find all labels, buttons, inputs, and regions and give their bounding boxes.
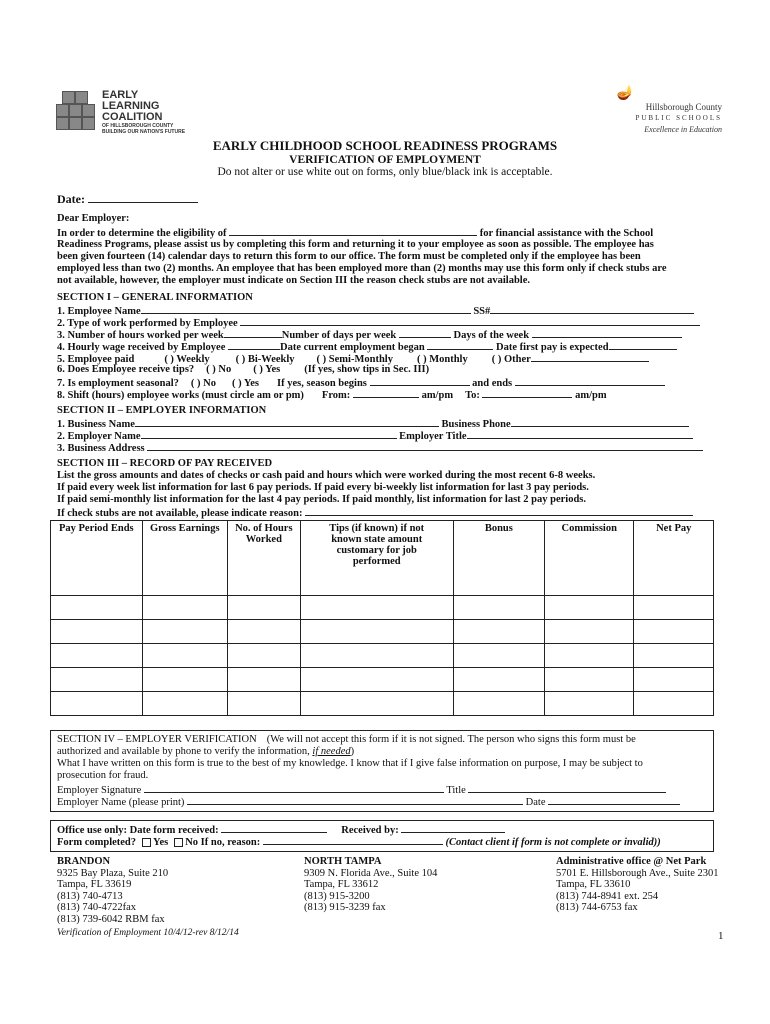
table-row[interactable] xyxy=(51,644,714,668)
shift-row[interactable]: 8. Shift (hours) employee works (must circle am or pm) From: am/pm To: am/pm xyxy=(57,390,607,401)
table-row[interactable] xyxy=(51,596,714,620)
work-type-row[interactable]: 2. Type of work performed by Employee xyxy=(57,316,700,329)
pay-table xyxy=(50,520,714,716)
section4-heading-line: SECTION IV – EMPLOYER VERIFICATION (We will not accept this form if it is not signed. The person who signs this form must be xyxy=(57,734,636,745)
signature-row[interactable]: Employer Signature Title xyxy=(57,783,666,796)
section2-heading: SECTION II – EMPLOYER INFORMATION xyxy=(57,405,267,416)
table-header-row xyxy=(51,521,714,596)
section3-heading: SECTION III – RECORD OF PAY RECEIVED xyxy=(57,458,273,469)
logo-text: LEARNING xyxy=(102,100,160,112)
applicant-name-field[interactable] xyxy=(229,226,477,236)
table-row[interactable] xyxy=(51,668,714,692)
intro-line: been given fourteen (14) calendar days to return this form to our office. The form must be completed only if the employee has been xyxy=(57,251,641,262)
col-header: Gross Earnings xyxy=(142,521,227,596)
intro-line: not available, however, the employer must indicate on Section III the reason check stubs are not available. xyxy=(57,275,530,286)
form-version: Verification of Employment 10/4/12-rev 8/12/14 xyxy=(57,928,239,938)
page-title: EARLY CHILDHOOD SCHOOL READINESS PROGRAMS xyxy=(212,138,558,153)
hours-row[interactable]: 3. Number of hours worked per week Number of days per week Days of the week xyxy=(57,328,682,341)
table-row[interactable] xyxy=(51,692,714,716)
logo-text: BUILDING OUR NATION'S FUTURE xyxy=(102,129,186,135)
business-name-row[interactable]: 1. Business Name Business Phone xyxy=(57,417,689,430)
intro-line: Readiness Programs, please assist us by completing this form and returning it to your employee as soon as possible. The employee has xyxy=(57,239,654,250)
logo-text: OF HILLSBOROUGH COUNTY xyxy=(102,123,174,129)
logo-text: Hillsborough County xyxy=(645,102,722,112)
intro-line: employed less than two (2) months. An employee that has been employed more than (2) months may use this form only if check stubs are xyxy=(57,263,667,274)
date-field[interactable]: Date: xyxy=(57,192,198,207)
col-header: No. of Hours Worked xyxy=(227,521,300,596)
section3-text: If paid every week list information for last 6 pay periods. If paid every bi-weekly list information for last 3 pay periods. xyxy=(57,482,589,493)
office-row-2[interactable]: Form completed? Yes No If no, reason: (Contact client if form is not complete or invalid)) xyxy=(57,837,661,848)
section3-text: If paid semi-monthly list information for the last 4 pay periods. If paid monthly, list information for last 2 pay periods. xyxy=(57,494,587,505)
section1-heading: SECTION I – GENERAL INFORMATION xyxy=(57,292,253,303)
intro-line: In order to determine the eligibility of for financial assistance with the School xyxy=(57,228,654,239)
wage-row[interactable]: 4. Hourly wage received by Employee Date current employment began Date first pay is expected xyxy=(57,340,677,353)
table-row[interactable] xyxy=(51,620,714,644)
instruction: Do not alter or use white out on forms, only blue/black ink is acceptable. xyxy=(217,166,553,178)
pay-frequency-row[interactable]: 5. Employee paid ( ) Weekly ( ) Bi-Weekly ( ) Semi-Monthly ( ) Monthly ( ) Other xyxy=(57,352,649,365)
logo-text: EARLY xyxy=(102,89,139,101)
lamp-icon: 🪔 xyxy=(616,86,634,101)
blocks-icon xyxy=(56,90,96,130)
yes-checkbox[interactable] xyxy=(142,838,151,847)
admin-office: Administrative office @ Net Park 5701 E. Hillsborough Ave., Suite 2301 Tampa, FL 33610 (813) 744-8941 ext. 254 (813) 744-6753 fax xyxy=(556,856,719,913)
col-header: Bonus xyxy=(453,521,544,596)
col-header: Net Pay xyxy=(634,521,714,596)
business-address-row[interactable]: 3. Business Address xyxy=(57,441,703,454)
employer-print-row[interactable]: Employer Name (please print) Date xyxy=(57,795,680,808)
page-number: 1 xyxy=(718,930,724,942)
col-header: Tips (if known) if not known state amount customary for job performed xyxy=(300,521,453,596)
logo-text: Excellence in Education xyxy=(644,125,722,134)
seasonal-row[interactable]: 7. Is employment seasonal? ( ) No ( ) Yes If yes, season begins and ends xyxy=(57,376,665,389)
section4-text: prosecution for fraud. xyxy=(57,770,149,781)
north-tampa-office: NORTH TAMPA 9309 N. Florida Ave., Suite 104 Tampa, FL 33612 (813) 915-3200 (813) 915-3239 fax xyxy=(304,856,438,913)
salutation: Dear Employer: xyxy=(57,213,130,224)
section3-text: List the gross amounts and dates of checks or cash paid and hours which were worked during the most recent 6-8 weeks. xyxy=(57,470,596,481)
no-checkbox[interactable] xyxy=(174,838,183,847)
stubs-reason-row[interactable]: If check stubs are not available, please indicate reason: xyxy=(57,506,693,519)
logo-text: COALITION xyxy=(102,111,163,123)
col-header: Pay Period Ends xyxy=(51,521,143,596)
logo-text: PUBLIC SCHOOLS xyxy=(635,114,722,122)
section4-text: What I have written on this form is true to the best of my knowledge. I know that if I give false information on purpose, I may be subject to xyxy=(57,758,643,769)
section4-text: authorized and available by phone to verify the information, if needed) xyxy=(57,746,355,757)
brandon-office: BRANDON 9325 Bay Plaza, Suite 210 Tampa, FL 33619 (813) 740-4713 (813) 740-4722fax (813) 739-6042 RBM fax xyxy=(57,856,169,925)
employer-name-row[interactable]: 2. Employer Name Employer Title xyxy=(57,429,693,442)
page-subtitle: VERIFICATION OF EMPLOYMENT xyxy=(289,154,481,166)
employee-name-row[interactable]: 1. Employee Name SS# xyxy=(57,304,694,317)
office-row-1[interactable]: Office use only: Date form received: Received by: xyxy=(57,823,505,836)
hcps-logo xyxy=(612,86,722,135)
tips-row[interactable]: 6. Does Employee receive tips? ( ) No ( ) Yes (If yes, show tips in Sec. III) xyxy=(57,364,430,375)
col-header: Commission xyxy=(545,521,634,596)
elc-logo xyxy=(56,89,186,138)
